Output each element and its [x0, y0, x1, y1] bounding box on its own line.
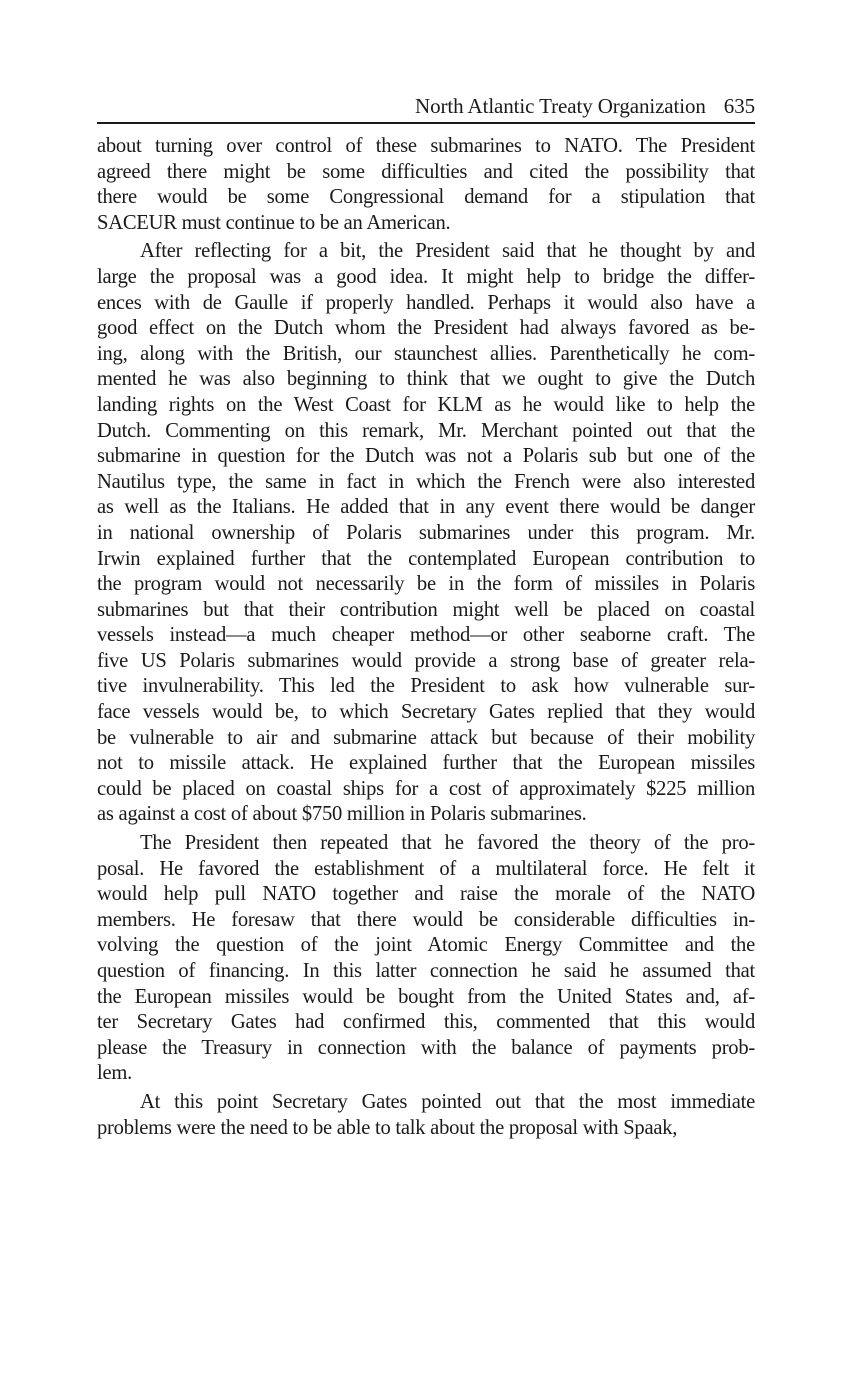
paragraph: [97, 134, 755, 236]
text-line: the European missiles would be bought from the United States and, af-: [97, 985, 755, 1008]
header-rule: [97, 122, 755, 124]
text-line: lem.: [97, 1062, 133, 1085]
text-line: agreed there might be some difficulties and cited the possibility that: [97, 160, 755, 183]
text-line: posal. He favored the establishment of a multilateral force. He felt it: [97, 857, 755, 880]
page-number: 635: [723, 94, 755, 118]
text-line: as well as the Italians. He added that in any event there would be danger: [97, 496, 755, 519]
paragraph: [97, 239, 755, 828]
text-line: At this point Secretary Gates pointed out that the most immediate: [140, 1090, 755, 1113]
text-line: members. He foresaw that there would be considerable difficulties in-: [97, 908, 755, 931]
text-line: SACEUR must continue to be an American.: [97, 211, 451, 234]
text-line: be vulnerable to air and submarine attack but because of their mobility: [97, 726, 755, 749]
text-line: question of financing. In this latter connection he said he assumed that: [97, 960, 755, 982]
text-line: ing, along with the British, our staunchest allies. Parenthetically he com-: [97, 342, 755, 365]
text-line: about turning over control of these submarines to NATO. The President: [97, 135, 755, 157]
text-line: would help pull NATO together and raise the morale of the NATO: [97, 883, 755, 906]
text-line: submarines but that their contribution might well be placed on coastal: [97, 598, 755, 621]
text-line: face vessels would be, to which Secretary Gates replied that they would: [97, 701, 755, 724]
text-line: ences with de Gaulle if properly handled. Perhaps it would also have a: [97, 291, 755, 314]
text-line: please the Treasury in connection with the balance of payments prob-: [97, 1036, 755, 1059]
text-line: not to missile attack. He explained further that the European missiles: [97, 752, 755, 775]
text-line: in national ownership of Polaris submarines under this program. Mr.: [97, 521, 755, 544]
text-line: tive invulnerability. This led the President to ask how vulnerable sur-: [97, 675, 755, 698]
text-line: good effect on the Dutch whom the President had always favored as be-: [97, 317, 755, 340]
paragraph: [97, 831, 755, 1087]
paragraph: [97, 1090, 755, 1141]
text-line: Nautilus type, the same in fact in which the French were also interested: [97, 470, 755, 493]
text-line: After reflecting for a bit, the President said that he thought by and: [140, 240, 755, 263]
text-line: ter Secretary Gates had confirmed this, commented that this would: [97, 1011, 755, 1034]
text-line: submarine in question for the Dutch was not a Polaris sub but one of the: [97, 445, 755, 468]
book-page: [97, 92, 755, 1144]
text-line: landing rights on the West Coast for KLM as he would like to help the: [97, 393, 755, 416]
text-line: as against a cost of about $750 million in Polaris submarines.: [97, 803, 587, 826]
text-line: Dutch. Commenting on this remark, Mr. Merchant pointed out that the: [97, 419, 755, 442]
text-line: could be placed on coastal ships for a cost of approximately $225 million: [97, 777, 755, 800]
text-line: problems were the need to be able to talk about the proposal with Spaak,: [97, 1116, 678, 1139]
running-head-title: North Atlantic Treaty Organization: [415, 94, 706, 118]
text-line: there would be some Congressional demand for a stipulation that: [97, 186, 755, 209]
text-line: mented he was also beginning to think that we ought to give the Dutch: [97, 368, 755, 391]
text-line: The President then repeated that he favored the theory of the pro-: [140, 832, 755, 855]
text-line: Irwin explained further that the contemplated European contribution to: [97, 547, 755, 570]
running-head: [97, 92, 755, 122]
text-line: the program would not necessarily be in the form of missiles in Polaris: [97, 573, 755, 596]
text-line: volving the question of the joint Atomic Energy Committee and the: [97, 934, 755, 957]
text-line: five US Polaris submarines would provide a strong base of greater rela-: [97, 649, 755, 672]
text-line: large the proposal was a good idea. It might help to bridge the differ-: [97, 265, 755, 288]
body-text: [97, 134, 755, 1141]
text-line: vessels instead—a much cheaper method—or other seaborne craft. The: [97, 624, 755, 647]
